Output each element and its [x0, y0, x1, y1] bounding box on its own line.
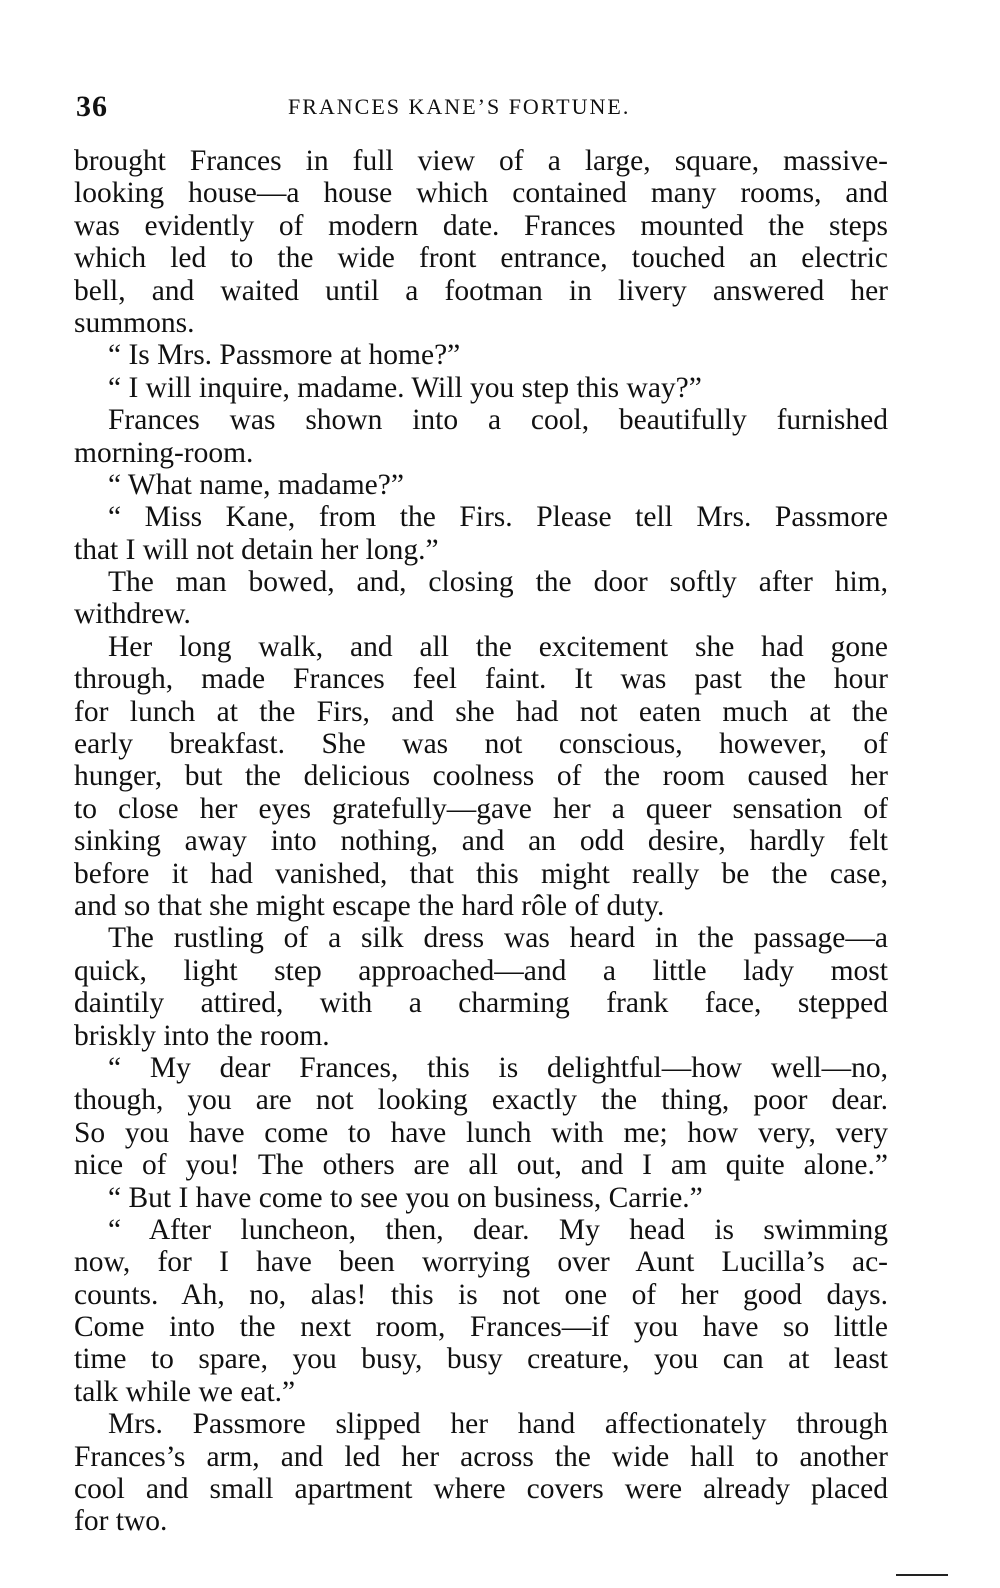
text-line: Her long walk, and all the excitement she had gone: [108, 630, 888, 663]
page-number: 36: [76, 90, 108, 123]
text-line: “ I will inquire, madame. Will you step this way?”: [108, 371, 702, 404]
text-line: early breakfast. She was not conscious, however, of: [74, 728, 888, 761]
text-line: which led to the wide front entrance, touched an electric: [74, 242, 888, 275]
text-line: “ Is Mrs. Passmore at home?”: [108, 339, 461, 372]
text-line: counts. Ah, no, alas! this is not one of her good days.: [74, 1278, 888, 1311]
text-line: now, for I have been worrying over Aunt Lucilla’s ac-: [74, 1246, 888, 1279]
text-line: cool and small apartment where covers were already placed: [74, 1473, 888, 1506]
text-line: “ Miss Kane, from the Firs. Please tell Mrs. Passmore: [108, 501, 888, 534]
text-line: was evidently of modern date. Frances mounted the steps: [74, 209, 888, 242]
body-text: [74, 145, 888, 1538]
text-line: “ After luncheon, then, dear. My head is swimming: [108, 1213, 888, 1246]
text-line: for two.: [74, 1505, 168, 1538]
text-line: sinking away into nothing, and an odd desire, hardly felt: [74, 825, 888, 858]
text-line: “ What name, madame?”: [108, 468, 404, 501]
text-line: that I will not detain her long.”: [74, 533, 439, 566]
text-line: time to spare, you busy, busy creature, you can at least: [74, 1343, 888, 1376]
text-line: hunger, but the delicious coolness of the room caused her: [74, 760, 888, 793]
text-line: for lunch at the Firs, and she had not eaten much at the: [74, 695, 888, 728]
running-head: [74, 90, 890, 126]
text-line: Come into the next room, Frances—if you have so little: [74, 1311, 888, 1344]
text-line: talk while we eat.”: [74, 1375, 296, 1408]
text-line: quick, light step approached—and a little lady most: [74, 954, 888, 987]
text-line: bell, and waited until a footman in livery answered her: [74, 274, 888, 307]
text-line: briskly into the room.: [74, 1019, 330, 1052]
text-line: to close her eyes gratefully—gave her a queer sensation of: [74, 792, 888, 825]
running-title: FRANCES KANE’S FORTUNE.: [288, 94, 631, 119]
text-line: Mrs. Passmore slipped her hand affectionately through: [108, 1408, 888, 1441]
text-line: withdrew.: [74, 598, 191, 631]
text-line: The rustling of a silk dress was heard in the passage—a: [108, 922, 888, 955]
text-line: Frances’s arm, and led her across the wide hall to another: [74, 1440, 888, 1473]
text-line: before it had vanished, that this might really be the case,: [74, 857, 888, 890]
text-line: through, made Frances feel faint. It was past the hour: [74, 663, 888, 696]
text-line: brought Frances in full view of a large, square, massive-: [74, 145, 888, 177]
text-line: daintily attired, with a charming frank face, stepped: [74, 987, 888, 1020]
page-edge-rule: [896, 1574, 948, 1576]
text-line: morning-room.: [74, 436, 254, 469]
text-line: summons.: [74, 306, 195, 339]
text-line: and so that she might escape the hard rôle of duty.: [74, 889, 665, 922]
text-line: looking house—a house which contained many rooms, and: [74, 177, 888, 210]
text-line: though, you are not looking exactly the thing, poor dear.: [74, 1084, 888, 1117]
text-line: The man bowed, and, closing the door softly after him,: [108, 566, 888, 599]
text-line: “ But I have come to see you on business, Carrie.”: [108, 1181, 703, 1214]
text-line: Frances was shown into a cool, beautifully furnished: [108, 404, 888, 437]
text-line: So you have come to have lunch with me; how very, very: [74, 1116, 888, 1149]
text-line: nice of you! The others are all out, and I am quite alone.”: [74, 1149, 888, 1182]
text-line: “ My dear Frances, this is delightful—how well—no,: [108, 1051, 888, 1084]
